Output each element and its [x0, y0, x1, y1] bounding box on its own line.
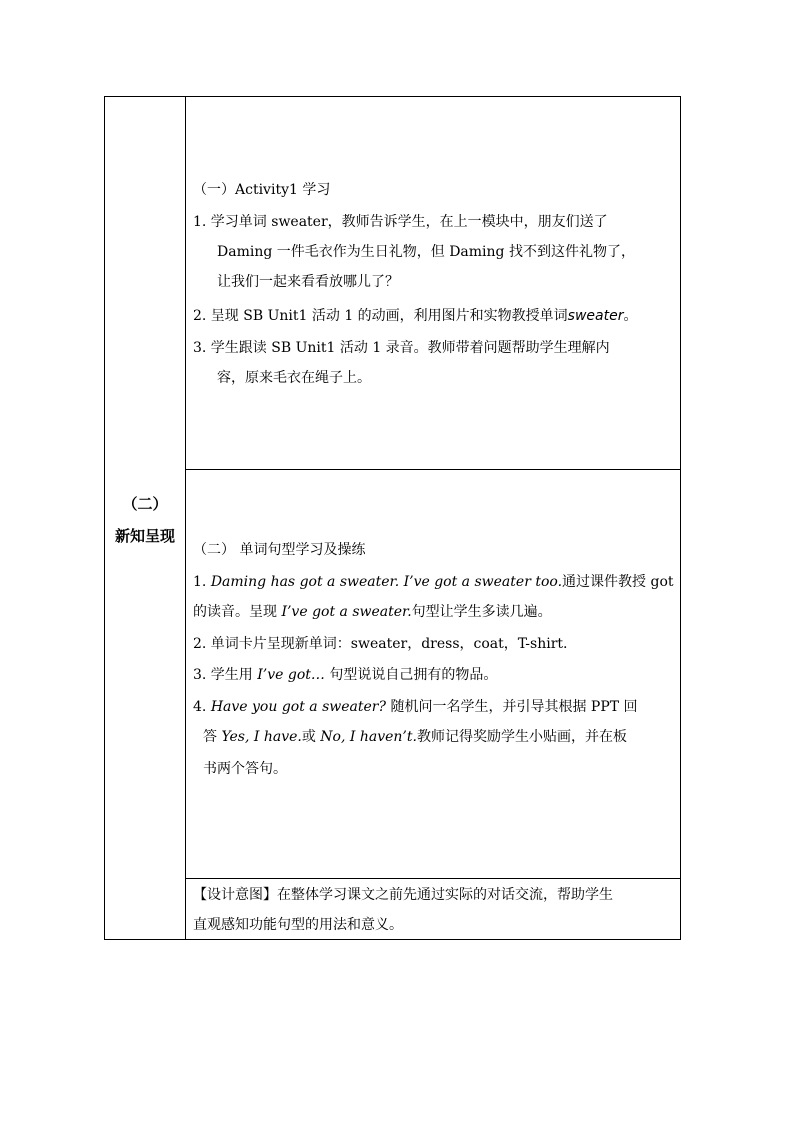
design-intent-line2: 直观感知功能句型的用法和意义。 — [193, 917, 403, 933]
section2-item4-l2-post: 教师记得奖励学生小贴画，并在板 — [416, 729, 627, 745]
section1-item3-line2: 容，原来毛衣在绳子上。 — [217, 370, 371, 386]
section2-item4-answer-yes: Yes, I have. — [221, 729, 302, 745]
section2-item3-pre: 3. 学生用 — [193, 667, 258, 683]
stage-number: （二） — [122, 495, 168, 513]
section2-item4-question: Have you got a sweater? — [210, 699, 386, 715]
section1-item1-line2: Daming 一件毛衣作为生日礼物，但 Daming 找不到这件礼物了， — [217, 244, 635, 260]
section1-item2 — [193, 307, 637, 325]
row-divider-1 — [185, 469, 681, 470]
section2-item1-sentence: Daming has got a sweater. I’ve got a sweater too. — [210, 574, 563, 590]
section1-item2-word: sweater — [567, 308, 624, 324]
design-intent-line1: 【设计意图】在整体学习课文之前先通过实际的对话交流，帮助学生 — [193, 887, 613, 903]
section2-item4-line1 — [193, 698, 638, 716]
section2-item3-pattern: I’ve got… — [257, 667, 325, 683]
section2-item4-l2-pre: 答 — [203, 729, 222, 745]
section2-item3-post: 句型说说自己拥有的物品。 — [324, 667, 498, 683]
section2-item4-line2 — [203, 728, 627, 746]
section2-item4-text: 随机问一名学生，并引导其根据 PPT 回 — [386, 699, 638, 715]
column-divider — [185, 96, 186, 940]
section2-item1-l2-pre: 的读音。呈现 — [193, 604, 282, 620]
section2-item4-answer-no: No, I haven’t. — [320, 729, 417, 745]
section2-item4-line3: 书两个答句。 — [203, 761, 287, 777]
section2-heading: （二） 单词句型学习及操练 — [193, 542, 366, 558]
section2-item1-l2-post: 句型让学生多读几遍。 — [411, 604, 552, 620]
section2-item1-line1 — [193, 573, 674, 591]
stage-name: 新知呈现 — [114, 527, 175, 545]
section2-item2: 2. 单词卡片呈现新单词：sweater，dress，coat，T-shirt. — [193, 636, 568, 652]
section2-item4-l2-mid: 或 — [301, 729, 321, 745]
section1-item2-text: 2. 呈现 SB Unit1 活动 1 的动画，利用图片和实物教授单词 — [193, 308, 568, 324]
section2-item1-l2-sentence: I’ve got a sweater. — [281, 604, 412, 620]
section2-item1-num: 1. — [193, 574, 211, 590]
section1-item1-line1: 1. 学习单词 sweater，教师告诉学生，在上一模块中，朋友们送了 — [193, 214, 608, 230]
section2-item3 — [193, 666, 497, 684]
section1-heading: （一）Activity1 学习 — [193, 182, 331, 198]
section2-item4-num: 4. — [193, 699, 211, 715]
section1-item2-end: 。 — [623, 308, 638, 324]
section1-item3-line1: 3. 学生跟读 SB Unit1 活动 1 录音。教师带着问题帮助学生理解内 — [193, 340, 610, 356]
section2-item1-line2 — [193, 603, 552, 621]
section2-item1-text: 通过课件教授 got — [562, 574, 674, 590]
section1-item1-line3: 让我们一起来看看放哪儿了？ — [217, 274, 399, 290]
row-divider-2 — [185, 878, 681, 879]
